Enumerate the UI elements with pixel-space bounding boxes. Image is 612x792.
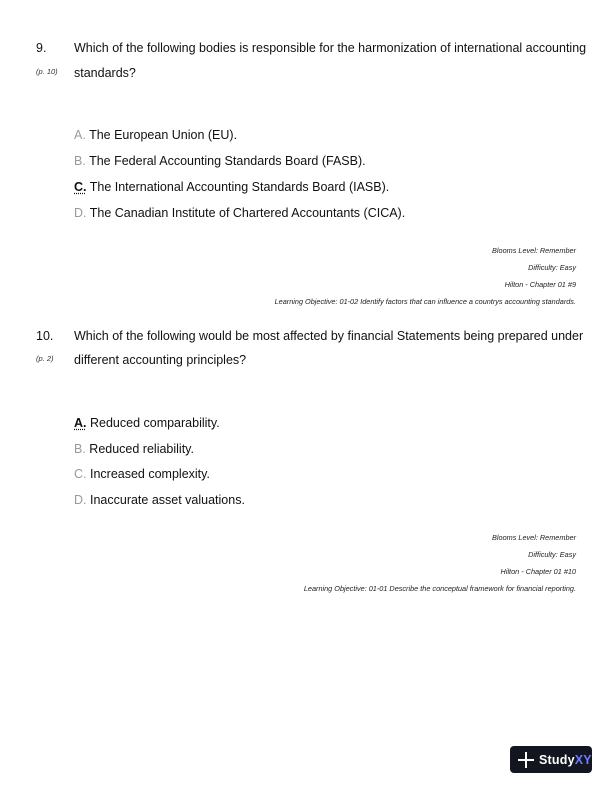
question-text-line: Which of the following would be most affected by financial Statements being prepared under: [74, 329, 584, 343]
page-reference: (p. 10): [36, 67, 58, 76]
option-letter: D.: [74, 493, 87, 507]
blooms-level: Blooms Level: Remember: [492, 246, 576, 255]
answer-option-c: [74, 467, 210, 481]
studyxy-logo[interactable]: [510, 746, 592, 773]
option-letter: B.: [74, 442, 86, 456]
answer-option-d: [74, 206, 405, 220]
answer-option-a-correct: [74, 416, 220, 430]
option-letter: C.: [74, 467, 87, 481]
answer-option-d: [74, 493, 245, 507]
question-text-line: Which of the following bodies is responsible for the harmonization of international accounting: [74, 41, 587, 55]
option-text: Reduced reliability.: [89, 442, 194, 456]
logo-text: [539, 753, 592, 767]
option-letter: B.: [74, 154, 86, 168]
option-letter: A.: [74, 416, 87, 430]
option-letter: A.: [74, 128, 86, 142]
answer-option-a: [74, 128, 237, 142]
chapter-reference: Hilton - Chapter 01 #10: [500, 567, 576, 576]
question-metadata: [216, 529, 576, 597]
option-letter: D.: [74, 206, 87, 220]
option-letter: C.: [74, 180, 87, 194]
logo-text-accent: XY: [574, 752, 592, 767]
question-text-line: different accounting principles?: [74, 353, 247, 367]
answer-option-c-correct: [74, 180, 389, 194]
question-metadata: [216, 242, 576, 310]
option-text: The International Accounting Standards Board (IASB).: [89, 180, 390, 194]
option-text: The Federal Accounting Standards Board (FASB).: [89, 154, 366, 168]
question-number: 9.: [36, 41, 47, 55]
option-text: The Canadian Institute of Chartered Accountants (CICA).: [89, 206, 406, 220]
option-text: Increased complexity.: [89, 467, 210, 481]
chapter-reference: Hilton - Chapter 01 #9: [504, 280, 576, 289]
question-number: 10.: [36, 329, 54, 343]
page-reference: (p. 2): [36, 354, 54, 363]
option-text: The European Union (EU).: [89, 128, 238, 142]
option-text: Inaccurate asset valuations.: [89, 493, 245, 507]
logo-text-main: Study: [539, 752, 575, 767]
learning-objective: Learning Objective: 01-01 Describe the conceptual framework for financial reporting.: [303, 584, 576, 593]
answer-option-b: [74, 442, 194, 456]
learning-objective: Learning Objective: 01-02 Identify factors that can influence a countrys accounting standards.: [274, 297, 576, 306]
answer-option-b: [74, 154, 366, 168]
difficulty: Difficulty: Easy: [528, 550, 576, 559]
difficulty: Difficulty: Easy: [528, 263, 576, 272]
question-text-line: standards?: [74, 66, 136, 80]
blooms-level: Blooms Level: Remember: [492, 533, 576, 542]
option-text: Reduced comparability.: [89, 416, 220, 430]
plus-sparkle-icon: [518, 752, 534, 768]
